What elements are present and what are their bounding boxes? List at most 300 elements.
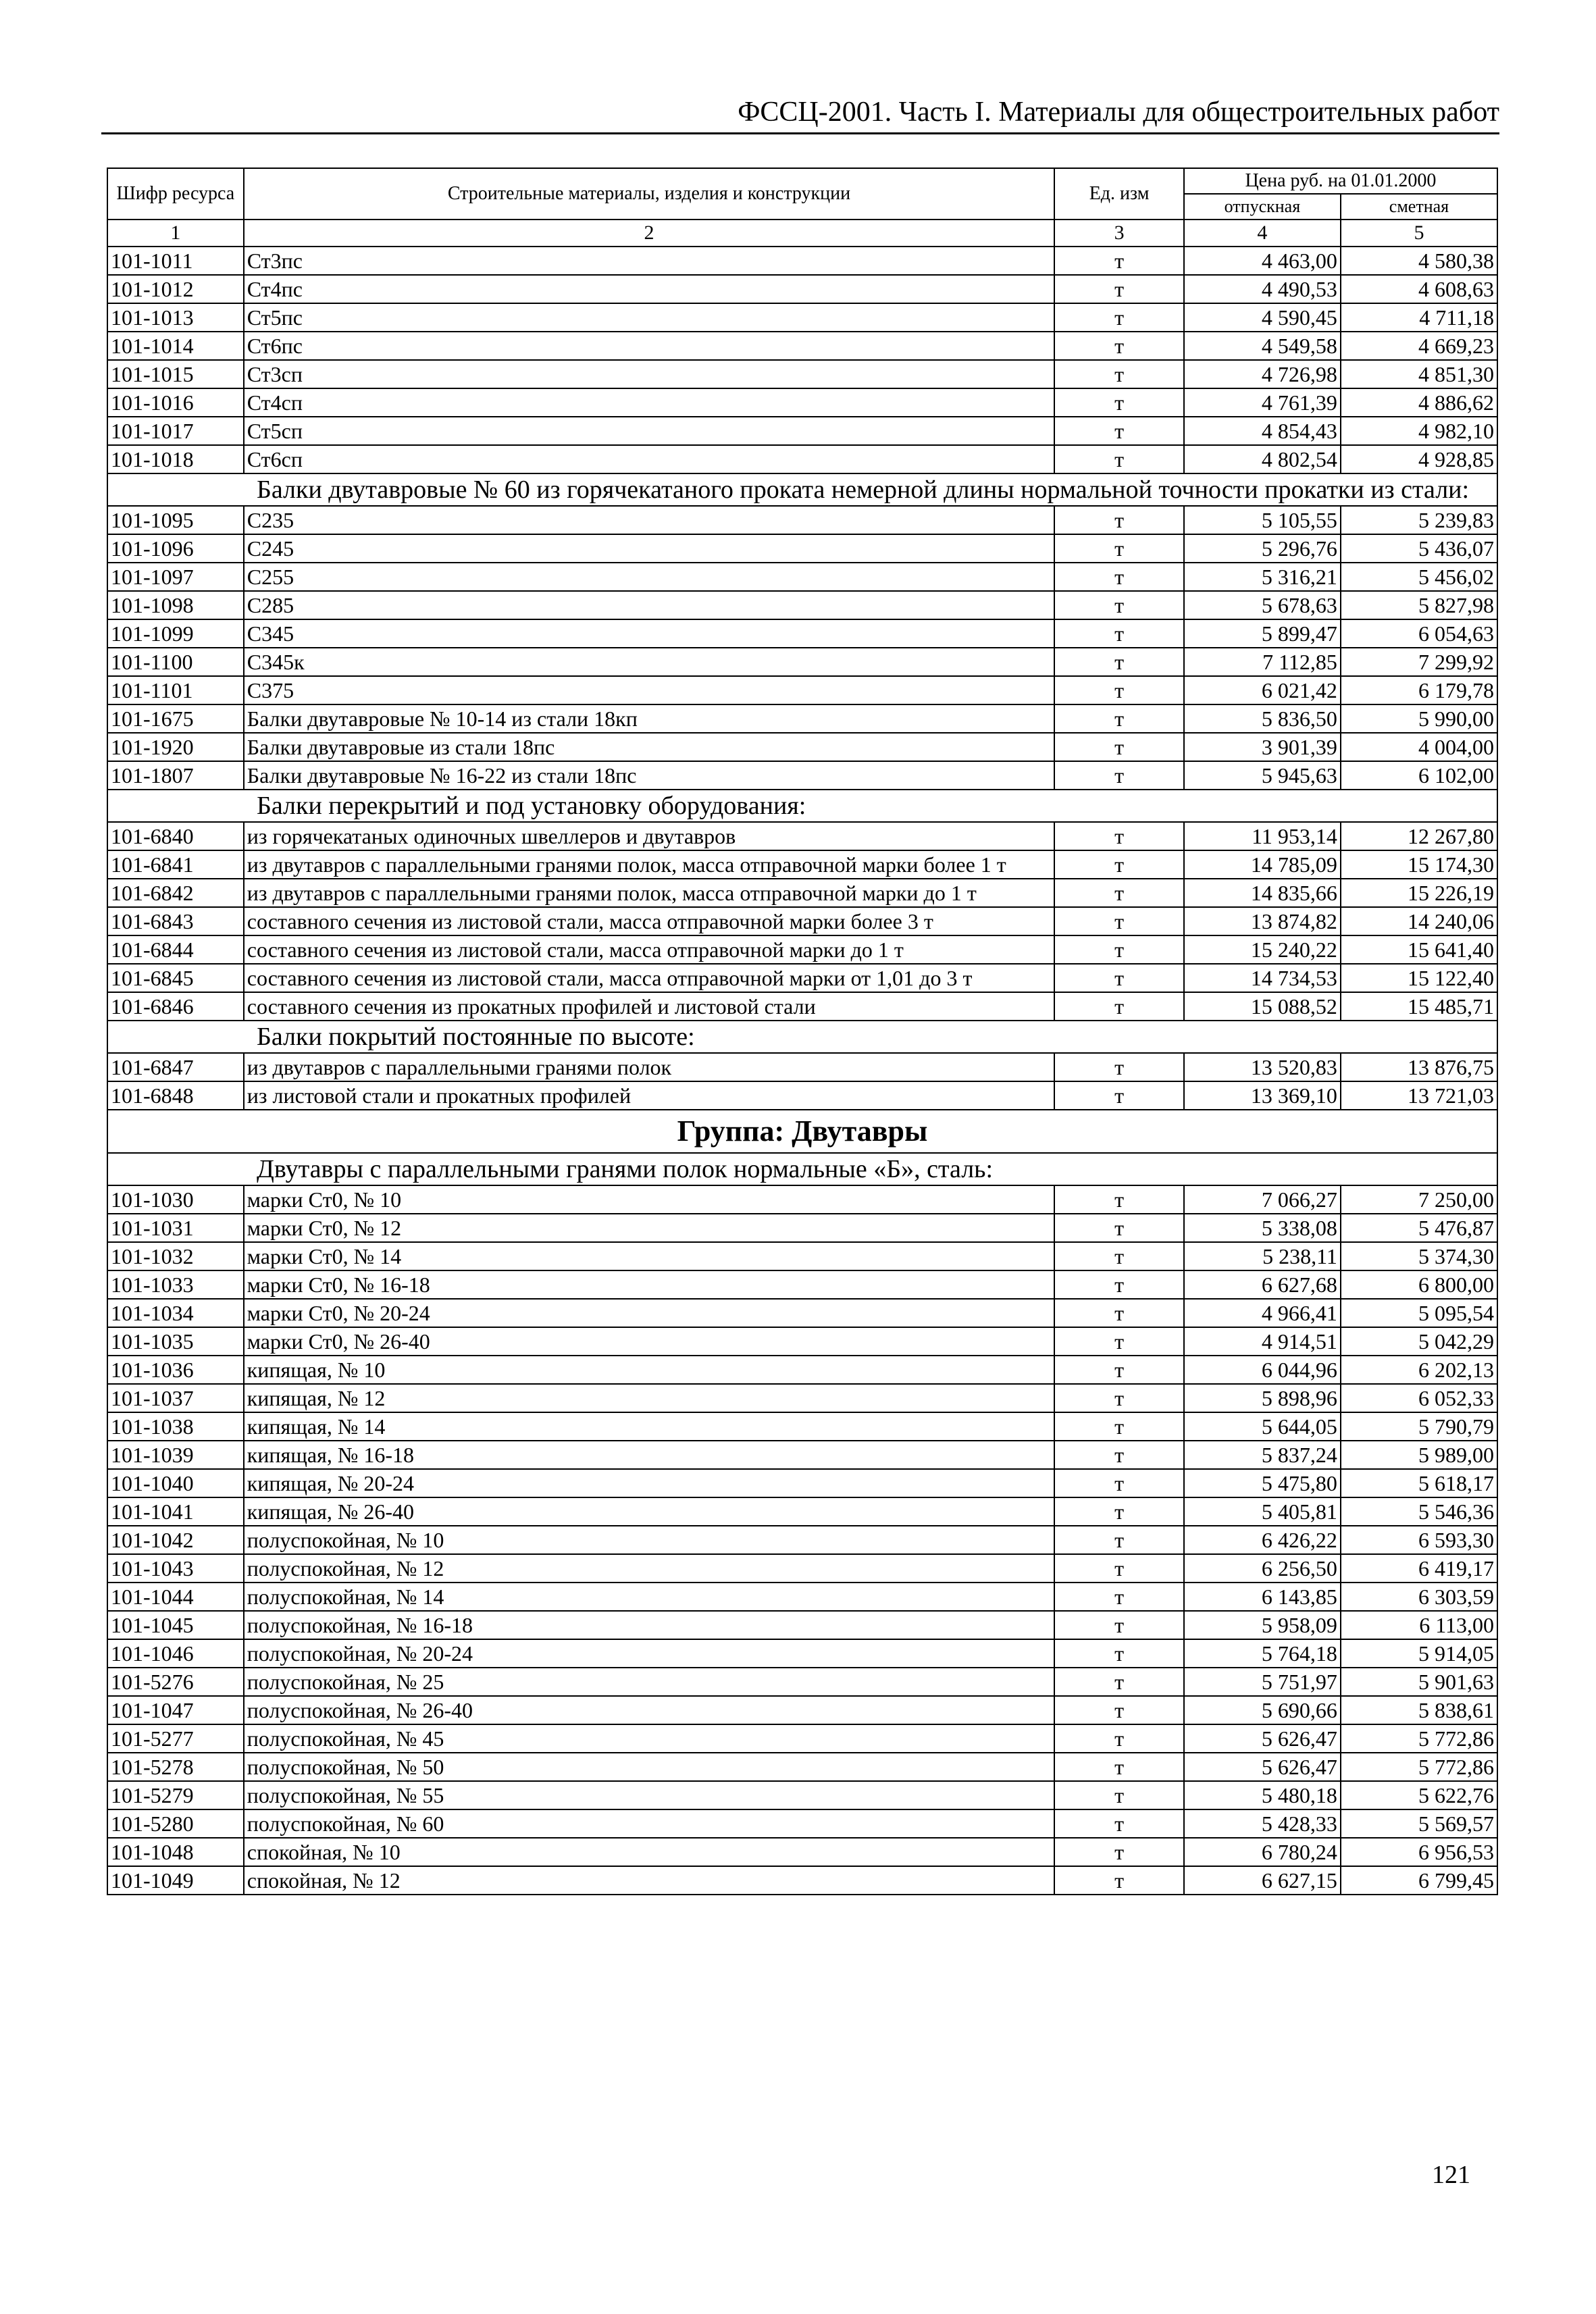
row-name: марки Ст0, № 12: [244, 1214, 1054, 1242]
row-unit: т: [1054, 1526, 1184, 1554]
table-row: [107, 506, 1497, 534]
row-name: кипящая, № 12: [244, 1384, 1054, 1412]
row-price-estimate: 6 956,53: [1341, 1838, 1497, 1866]
row-code: 101-1675: [107, 704, 244, 733]
row-unit: т: [1054, 1053, 1184, 1081]
section-heading-row: [107, 1153, 1497, 1185]
table-row: [107, 992, 1497, 1021]
row-price-estimate: 6 054,63: [1341, 619, 1497, 648]
row-price-estimate: 6 202,13: [1341, 1356, 1497, 1384]
table-row: [107, 850, 1497, 879]
row-price-wholesale: 5 690,66: [1184, 1696, 1341, 1724]
row-unit: т: [1054, 619, 1184, 648]
row-price-estimate: 15 174,30: [1341, 850, 1497, 879]
row-price-wholesale: 5 405,81: [1184, 1497, 1341, 1526]
table-row: [107, 247, 1497, 275]
table-header-row: [107, 168, 1497, 194]
row-price-estimate: 4 886,62: [1341, 388, 1497, 417]
row-unit: т: [1054, 534, 1184, 563]
row-unit: т: [1054, 360, 1184, 388]
column-header-wholesale: отпускная: [1184, 194, 1341, 220]
row-price-wholesale: 13 520,83: [1184, 1053, 1341, 1081]
row-price-wholesale: 5 338,08: [1184, 1214, 1341, 1242]
row-price-estimate: 15 122,40: [1341, 964, 1497, 992]
table-row: [107, 534, 1497, 563]
row-price-estimate: 5 622,76: [1341, 1781, 1497, 1809]
row-price-estimate: 6 799,45: [1341, 1866, 1497, 1895]
row-price-estimate: 6 303,59: [1341, 1583, 1497, 1611]
row-price-estimate: 15 226,19: [1341, 879, 1497, 907]
row-price-wholesale: 14 835,66: [1184, 879, 1341, 907]
row-code: 101-5276: [107, 1668, 244, 1696]
row-code: 101-1045: [107, 1611, 244, 1639]
section-heading-row: [107, 473, 1497, 506]
table-row: [107, 1866, 1497, 1895]
row-unit: т: [1054, 761, 1184, 790]
row-unit: т: [1054, 964, 1184, 992]
row-unit: т: [1054, 506, 1184, 534]
row-price-estimate: 13 876,75: [1341, 1053, 1497, 1081]
row-unit: т: [1054, 591, 1184, 619]
row-price-estimate: 4 669,23: [1341, 332, 1497, 360]
row-price-wholesale: 5 837,24: [1184, 1441, 1341, 1469]
row-unit: т: [1054, 907, 1184, 935]
row-price-wholesale: 4 590,45: [1184, 303, 1341, 332]
row-code: 101-1012: [107, 275, 244, 303]
row-unit: т: [1054, 1866, 1184, 1895]
column-number: 4: [1184, 220, 1341, 247]
row-price-estimate: 5 901,63: [1341, 1668, 1497, 1696]
row-price-estimate: 5 436,07: [1341, 534, 1497, 563]
row-code: 101-1035: [107, 1327, 244, 1356]
row-code: 101-1038: [107, 1412, 244, 1441]
row-unit: т: [1054, 247, 1184, 275]
row-unit: т: [1054, 388, 1184, 417]
row-code: 101-1098: [107, 591, 244, 619]
row-unit: т: [1054, 1412, 1184, 1441]
table-row: [107, 1497, 1497, 1526]
row-price-wholesale: 5 898,96: [1184, 1384, 1341, 1412]
table-row: [107, 1412, 1497, 1441]
row-unit: т: [1054, 332, 1184, 360]
row-name: Балки двутавровые № 16-22 из стали 18пс: [244, 761, 1054, 790]
row-price-estimate: 14 240,06: [1341, 907, 1497, 935]
row-price-estimate: 5 990,00: [1341, 704, 1497, 733]
row-name: полуспокойная, № 60: [244, 1809, 1054, 1838]
row-name: из двутавров с параллельными гранями полок: [244, 1053, 1054, 1081]
row-price-estimate: 5 790,79: [1341, 1412, 1497, 1441]
row-name: марки Ст0, № 26-40: [244, 1327, 1054, 1356]
column-header-unit: Ед. изм: [1054, 168, 1184, 220]
table-row: [107, 1724, 1497, 1753]
table-row: [107, 1753, 1497, 1781]
row-price-estimate: 5 239,83: [1341, 506, 1497, 534]
table-row: [107, 1081, 1497, 1110]
section-heading-row: [107, 790, 1497, 822]
row-code: 101-1017: [107, 417, 244, 445]
row-name: С245: [244, 534, 1054, 563]
row-price-estimate: 4 928,85: [1341, 445, 1497, 473]
row-price-wholesale: 5 626,47: [1184, 1753, 1341, 1781]
row-code: 101-1048: [107, 1838, 244, 1866]
row-unit: т: [1054, 704, 1184, 733]
row-price-estimate: 15 641,40: [1341, 935, 1497, 964]
row-price-wholesale: 4 549,58: [1184, 332, 1341, 360]
row-name: полуспокойная, № 10: [244, 1526, 1054, 1554]
row-price-wholesale: 6 627,68: [1184, 1270, 1341, 1299]
row-price-wholesale: 5 751,97: [1184, 1668, 1341, 1696]
row-name: марки Ст0, № 14: [244, 1242, 1054, 1270]
row-name: С235: [244, 506, 1054, 534]
row-price-wholesale: 5 644,05: [1184, 1412, 1341, 1441]
row-unit: т: [1054, 1497, 1184, 1526]
table-row: [107, 1384, 1497, 1412]
row-unit: т: [1054, 275, 1184, 303]
row-price-wholesale: 4 726,98: [1184, 360, 1341, 388]
row-name: С345к: [244, 648, 1054, 676]
row-code: 101-1101: [107, 676, 244, 704]
row-name: из двутавров с параллельными гранями полок, масса отправочной марки до 1 т: [244, 879, 1054, 907]
row-price-estimate: 5 838,61: [1341, 1696, 1497, 1724]
group-heading-row: [107, 1110, 1497, 1153]
column-number: 2: [244, 220, 1054, 247]
row-unit: т: [1054, 1327, 1184, 1356]
row-unit: т: [1054, 1639, 1184, 1668]
column-header-price: Цена руб. на 01.01.2000: [1184, 168, 1497, 194]
row-code: 101-1033: [107, 1270, 244, 1299]
row-name: из листовой стали и прокатных профилей: [244, 1081, 1054, 1110]
section-heading: Балки перекрытий и под установку оборудования:: [107, 790, 1497, 822]
row-unit: т: [1054, 1081, 1184, 1110]
row-code: 101-6845: [107, 964, 244, 992]
section-heading: Двутавры с параллельными гранями полок нормальные «Б», сталь:: [107, 1153, 1497, 1185]
row-price-estimate: 5 095,54: [1341, 1299, 1497, 1327]
row-unit: т: [1054, 1441, 1184, 1469]
row-code: 101-1043: [107, 1554, 244, 1583]
row-name: Ст3сп: [244, 360, 1054, 388]
row-code: 101-1011: [107, 247, 244, 275]
row-price-wholesale: 7 066,27: [1184, 1185, 1341, 1214]
row-code: 101-1047: [107, 1696, 244, 1724]
table-row: [107, 275, 1497, 303]
row-price-estimate: 4 851,30: [1341, 360, 1497, 388]
row-unit: т: [1054, 1299, 1184, 1327]
row-price-wholesale: 14 785,09: [1184, 850, 1341, 879]
row-price-wholesale: 6 256,50: [1184, 1554, 1341, 1583]
row-price-estimate: 5 374,30: [1341, 1242, 1497, 1270]
row-code: 101-1014: [107, 332, 244, 360]
table-row: [107, 1838, 1497, 1866]
table-row: [107, 761, 1497, 790]
row-code: 101-6841: [107, 850, 244, 879]
row-code: 101-5278: [107, 1753, 244, 1781]
row-code: 101-1034: [107, 1299, 244, 1327]
row-unit: т: [1054, 1781, 1184, 1809]
row-code: 101-1015: [107, 360, 244, 388]
table-row: [107, 360, 1497, 388]
row-unit: т: [1054, 992, 1184, 1021]
row-price-wholesale: 4 914,51: [1184, 1327, 1341, 1356]
row-price-wholesale: 15 088,52: [1184, 992, 1341, 1021]
row-code: 101-1039: [107, 1441, 244, 1469]
row-name: кипящая, № 14: [244, 1412, 1054, 1441]
row-price-estimate: 5 456,02: [1341, 563, 1497, 591]
row-price-estimate: 12 267,80: [1341, 822, 1497, 850]
row-name: полуспокойная, № 55: [244, 1781, 1054, 1809]
table-row: [107, 1469, 1497, 1497]
row-price-estimate: 6 419,17: [1341, 1554, 1497, 1583]
table-row: [107, 1668, 1497, 1696]
row-name: Ст4сп: [244, 388, 1054, 417]
row-price-wholesale: 5 480,18: [1184, 1781, 1341, 1809]
row-name: С345: [244, 619, 1054, 648]
row-name: полуспокойная, № 45: [244, 1724, 1054, 1753]
row-price-estimate: 4 580,38: [1341, 247, 1497, 275]
table-row: [107, 1242, 1497, 1270]
table-row: [107, 648, 1497, 676]
row-price-wholesale: 13 369,10: [1184, 1081, 1341, 1110]
row-code: 101-5277: [107, 1724, 244, 1753]
row-name: спокойная, № 10: [244, 1838, 1054, 1866]
row-code: 101-1031: [107, 1214, 244, 1242]
row-price-wholesale: 6 426,22: [1184, 1526, 1341, 1554]
row-unit: т: [1054, 1809, 1184, 1838]
row-unit: т: [1054, 935, 1184, 964]
row-code: 101-1807: [107, 761, 244, 790]
row-name: Ст6сп: [244, 445, 1054, 473]
row-unit: т: [1054, 1554, 1184, 1583]
row-price-estimate: 5 042,29: [1341, 1327, 1497, 1356]
section-heading: Балки двутавровые № 60 из горячекатаного проката немерной длины нормальной точности прокатки из стали:: [107, 473, 1497, 506]
row-price-estimate: 4 004,00: [1341, 733, 1497, 761]
row-unit: т: [1054, 563, 1184, 591]
row-code: 101-5279: [107, 1781, 244, 1809]
page-header: ФССЦ-2001. Часть I. Материалы для общестроительных работ: [738, 97, 1499, 128]
row-price-estimate: 5 989,00: [1341, 1441, 1497, 1469]
row-price-wholesale: 5 428,33: [1184, 1809, 1341, 1838]
row-code: 101-1920: [107, 733, 244, 761]
table-row: [107, 1441, 1497, 1469]
row-unit: т: [1054, 1469, 1184, 1497]
row-code: 101-1095: [107, 506, 244, 534]
price-table: [107, 168, 1498, 1895]
row-price-estimate: 6 179,78: [1341, 676, 1497, 704]
table-row: [107, 563, 1497, 591]
table-row: [107, 303, 1497, 332]
table-row: [107, 388, 1497, 417]
row-price-wholesale: 6 143,85: [1184, 1583, 1341, 1611]
row-unit: т: [1054, 648, 1184, 676]
row-price-wholesale: 4 966,41: [1184, 1299, 1341, 1327]
table-row: [107, 1554, 1497, 1583]
row-unit: т: [1054, 850, 1184, 879]
row-name: составного сечения из листовой стали, масса отправочной марки от 1,01 до 3 т: [244, 964, 1054, 992]
row-name: Балки двутавровые № 10-14 из стали 18кп: [244, 704, 1054, 733]
table-row: [107, 1270, 1497, 1299]
row-code: 101-6844: [107, 935, 244, 964]
table-row: [107, 1327, 1497, 1356]
row-name: из двутавров с параллельными гранями полок, масса отправочной марки более 1 т: [244, 850, 1054, 879]
row-code: 101-1037: [107, 1384, 244, 1412]
row-price-wholesale: 5 105,55: [1184, 506, 1341, 534]
column-number: 5: [1341, 220, 1497, 247]
row-name: составного сечения из прокатных профилей и листовой стали: [244, 992, 1054, 1021]
row-name: кипящая, № 20-24: [244, 1469, 1054, 1497]
table-row: [107, 907, 1497, 935]
row-price-estimate: 5 772,86: [1341, 1753, 1497, 1781]
row-price-wholesale: 4 854,43: [1184, 417, 1341, 445]
row-name: Ст3пс: [244, 247, 1054, 275]
row-name: С255: [244, 563, 1054, 591]
row-name: полуспокойная, № 20-24: [244, 1639, 1054, 1668]
table-row: [107, 1214, 1497, 1242]
row-code: 101-6842: [107, 879, 244, 907]
table-row: [107, 417, 1497, 445]
table-row: [107, 1185, 1497, 1214]
row-price-wholesale: 5 945,63: [1184, 761, 1341, 790]
row-name: спокойная, № 12: [244, 1866, 1054, 1895]
column-number: 3: [1054, 220, 1184, 247]
row-code: 101-1030: [107, 1185, 244, 1214]
row-unit: т: [1054, 303, 1184, 332]
row-name: Ст5пс: [244, 303, 1054, 332]
row-price-estimate: 6 102,00: [1341, 761, 1497, 790]
row-name: С285: [244, 591, 1054, 619]
row-price-estimate: 6 800,00: [1341, 1270, 1497, 1299]
row-name: полуспокойная, № 16-18: [244, 1611, 1054, 1639]
row-unit: т: [1054, 1668, 1184, 1696]
row-price-wholesale: 6 044,96: [1184, 1356, 1341, 1384]
row-code: 101-1036: [107, 1356, 244, 1384]
page-number: 121: [1432, 2161, 1470, 2189]
row-price-wholesale: 5 764,18: [1184, 1639, 1341, 1668]
row-unit: т: [1054, 676, 1184, 704]
row-price-wholesale: 6 627,15: [1184, 1866, 1341, 1895]
column-header-name: Строительные материалы, изделия и конструкции: [244, 168, 1054, 220]
row-price-estimate: 6 593,30: [1341, 1526, 1497, 1554]
row-code: 101-1042: [107, 1526, 244, 1554]
row-code: 101-1049: [107, 1866, 244, 1895]
row-unit: т: [1054, 822, 1184, 850]
row-code: 101-1099: [107, 619, 244, 648]
row-price-wholesale: 13 874,82: [1184, 907, 1341, 935]
row-code: 101-1013: [107, 303, 244, 332]
row-name: из горячекатаных одиночных швеллеров и двутавров: [244, 822, 1054, 850]
row-code: 101-1046: [107, 1639, 244, 1668]
row-price-estimate: 5 546,36: [1341, 1497, 1497, 1526]
row-price-wholesale: 5 296,76: [1184, 534, 1341, 563]
row-unit: т: [1054, 1384, 1184, 1412]
row-price-wholesale: 6 780,24: [1184, 1838, 1341, 1866]
row-price-wholesale: 5 238,11: [1184, 1242, 1341, 1270]
table-row: [107, 332, 1497, 360]
row-unit: т: [1054, 1185, 1184, 1214]
table-row: [107, 1356, 1497, 1384]
row-unit: т: [1054, 445, 1184, 473]
row-name: полуспокойная, № 50: [244, 1753, 1054, 1781]
table-row: [107, 591, 1497, 619]
row-unit: т: [1054, 1356, 1184, 1384]
table-row: [107, 964, 1497, 992]
row-price-wholesale: 5 899,47: [1184, 619, 1341, 648]
row-code: 101-1016: [107, 388, 244, 417]
row-price-wholesale: 15 240,22: [1184, 935, 1341, 964]
row-price-estimate: 4 608,63: [1341, 275, 1497, 303]
group-heading: Группа: Двутавры: [107, 1110, 1497, 1153]
row-code: 101-6840: [107, 822, 244, 850]
section-heading-row: [107, 1021, 1497, 1053]
table-row: [107, 1611, 1497, 1639]
row-price-estimate: 5 914,05: [1341, 1639, 1497, 1668]
row-price-estimate: 4 982,10: [1341, 417, 1497, 445]
row-name: кипящая, № 10: [244, 1356, 1054, 1384]
row-name: полуспокойная, № 14: [244, 1583, 1054, 1611]
row-name: полуспокойная, № 25: [244, 1668, 1054, 1696]
row-unit: т: [1054, 1583, 1184, 1611]
row-code: 101-1018: [107, 445, 244, 473]
table-row: [107, 1053, 1497, 1081]
table-row: [107, 1526, 1497, 1554]
table-row: [107, 822, 1497, 850]
table-row: [107, 1781, 1497, 1809]
row-price-wholesale: 4 761,39: [1184, 388, 1341, 417]
table-row: [107, 935, 1497, 964]
row-unit: т: [1054, 417, 1184, 445]
row-price-estimate: 7 299,92: [1341, 648, 1497, 676]
row-code: 101-1041: [107, 1497, 244, 1526]
row-name: Ст5сп: [244, 417, 1054, 445]
row-code: 101-6847: [107, 1053, 244, 1081]
table-row: [107, 1583, 1497, 1611]
row-price-wholesale: 7 112,85: [1184, 648, 1341, 676]
row-name: марки Ст0, № 10: [244, 1185, 1054, 1214]
row-name: составного сечения из листовой стали, масса отправочной марки более 3 т: [244, 907, 1054, 935]
row-name: марки Ст0, № 16-18: [244, 1270, 1054, 1299]
row-price-wholesale: 14 734,53: [1184, 964, 1341, 992]
row-price-estimate: 5 618,17: [1341, 1469, 1497, 1497]
table-row: [107, 1639, 1497, 1668]
table-row: [107, 879, 1497, 907]
table-row: [107, 704, 1497, 733]
column-number-row: [107, 220, 1497, 247]
row-code: 101-1100: [107, 648, 244, 676]
row-code: 101-6848: [107, 1081, 244, 1110]
row-price-estimate: 13 721,03: [1341, 1081, 1497, 1110]
row-price-wholesale: 5 836,50: [1184, 704, 1341, 733]
row-price-wholesale: 5 316,21: [1184, 563, 1341, 591]
row-code: 101-1097: [107, 563, 244, 591]
row-price-estimate: 5 827,98: [1341, 591, 1497, 619]
row-price-wholesale: 4 802,54: [1184, 445, 1341, 473]
row-price-estimate: 6 113,00: [1341, 1611, 1497, 1639]
row-code: 101-1044: [107, 1583, 244, 1611]
row-price-wholesale: 5 678,63: [1184, 591, 1341, 619]
table-row: [107, 733, 1497, 761]
header-rule: [101, 132, 1499, 134]
row-name: полуспокойная, № 26-40: [244, 1696, 1054, 1724]
row-unit: т: [1054, 733, 1184, 761]
table-row: [107, 445, 1497, 473]
row-price-estimate: 7 250,00: [1341, 1185, 1497, 1214]
row-unit: т: [1054, 1724, 1184, 1753]
row-code: 101-1032: [107, 1242, 244, 1270]
row-code: 101-5280: [107, 1809, 244, 1838]
row-name: кипящая, № 16-18: [244, 1441, 1054, 1469]
row-code: 101-1096: [107, 534, 244, 563]
row-unit: т: [1054, 1214, 1184, 1242]
table-row: [107, 619, 1497, 648]
row-unit: т: [1054, 1611, 1184, 1639]
